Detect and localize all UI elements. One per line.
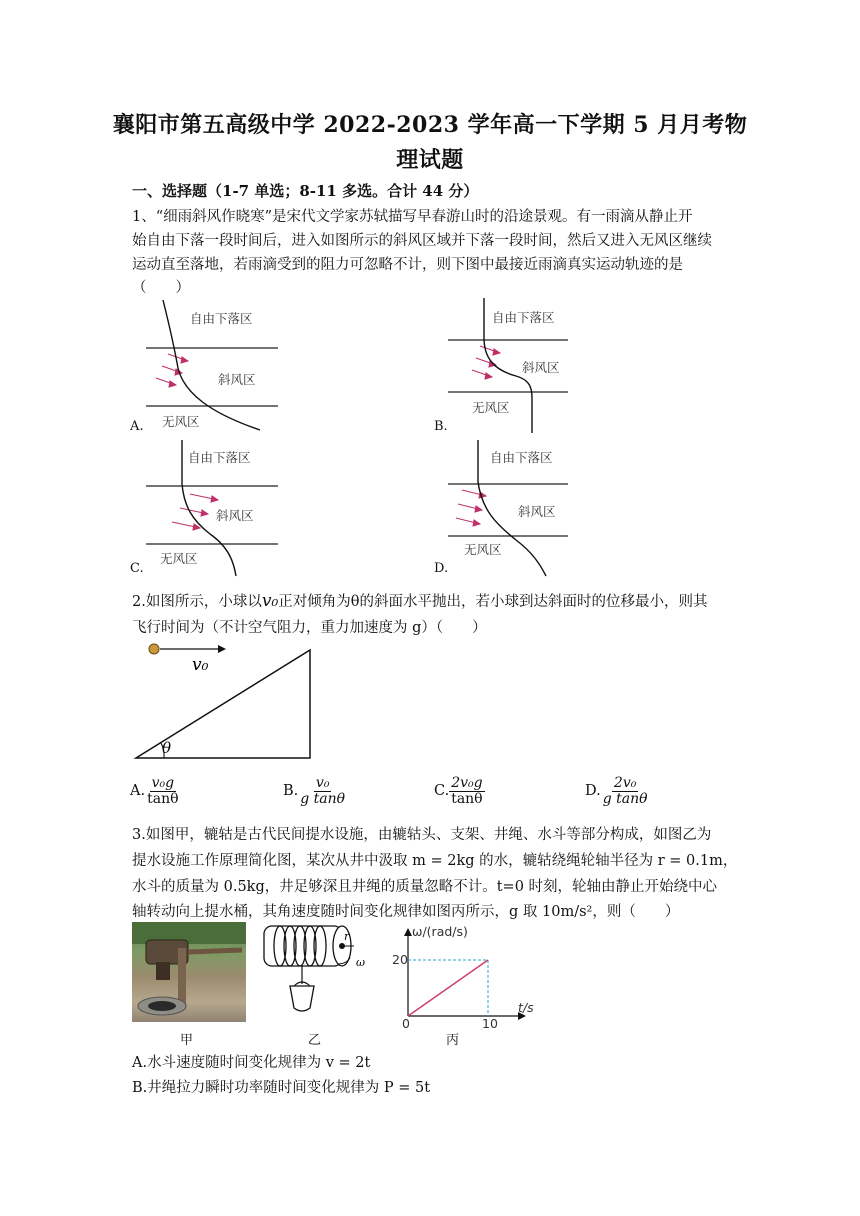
svg-text:无风区: 无风区 (464, 542, 502, 557)
q2-line2: 飞行时间为（不计空气阻力，重力加速度为 g）（ ） (132, 620, 487, 636)
svg-text:自由下落区: 自由下落区 (490, 450, 553, 465)
q2-line1: 2.如图所示，小球以v₀正对倾角为θ的斜面水平抛出，若小球到达斜面时的位移最小，则其 (132, 591, 708, 611)
svg-text:斜风区: 斜风区 (518, 504, 556, 519)
q1-option-c: C. (130, 561, 144, 576)
q2-option-c: C. $\frac{\text{2v₀g}}{\tan\theta}$ (434, 775, 483, 807)
q2-incline-figure (130, 640, 330, 765)
svg-text:斜风区: 斜风区 (522, 360, 560, 375)
q1-option-d: D. (434, 561, 449, 576)
svg-text:自由下落区: 自由下落区 (492, 310, 555, 325)
v0-symbol: v₀ (261, 591, 279, 611)
page-title-line1: 襄阳市第五高级中学 2022-2023 学年高一下学期 5 月月考物 (112, 112, 748, 138)
q3-line2: 提水设施工作原理简化图，某次从井中汲取 m = 2kg 的水，辘轱绕绳轮轴半径为 r = 0.1m， (132, 853, 738, 869)
q1-paren: （ ） (132, 280, 190, 296)
svg-text:20: 20 (392, 952, 408, 967)
q1-figure-c (130, 440, 290, 578)
zone-calm-label: 无风区 (162, 414, 200, 429)
q3-line4: 轴转动向上提水桶，其角速度随时间变化规律如图丙所示，g 取 10m/s²，则（ ） (132, 904, 680, 920)
q2-option-b: B. $\frac{\text{v₀}}{\text{g tanθ}}$ (283, 775, 346, 807)
well-windlass-photo (132, 922, 246, 1022)
svg-text:t/s: t/s (518, 1000, 534, 1015)
q1-figure-b (446, 298, 570, 438)
svg-text:v₀: v₀ (192, 655, 209, 675)
ball-icon (149, 644, 159, 654)
svg-text:斜风区: 斜风区 (216, 508, 254, 523)
zone-free-label: 自由下落区 (190, 311, 253, 326)
q2-option-a: A. $\frac{\text{v₀g}}{\tan\theta}$ (130, 775, 179, 807)
page-title-line2: 理试题 (396, 147, 464, 173)
omega-time-graph (384, 922, 544, 1030)
q1-line3: 运动直至落地，若雨滴受到的阻力可忽略不计，则下图中最接近雨滴真实运动轨迹的是 (132, 257, 683, 273)
caption-bing: 丙 (446, 1033, 460, 1048)
svg-text:10: 10 (482, 1016, 498, 1030)
q3-option-b: B.井绳拉力瞬时功率随时间变化规律为 P = 5t (132, 1080, 431, 1096)
svg-text:0: 0 (402, 1016, 410, 1030)
q2-option-d: D. $\frac{\text{2v₀}}{\text{g tanθ}}$ (585, 775, 648, 807)
zone-wind-label: 斜风区 (218, 372, 256, 387)
q1-figure-a (130, 298, 290, 438)
svg-text:ω: ω (356, 956, 365, 969)
pulley-diagram (258, 922, 370, 1022)
q3-line3: 水斗的质量为 0.5kg，井足够深且井绳的质量忽略不计。t=0 时刻，轮轴由静止开始绕中心 (132, 879, 718, 895)
q1-line2: 始自由下落一段时间后，进入如图所示的斜风区域并下落一段时间，然后又进入无风区继续 (132, 233, 712, 249)
q1-option-b: B. (434, 419, 448, 434)
q3-option-a: A.水斗速度随时间变化规律为 v = 2t (132, 1055, 371, 1071)
caption-yi: 乙 (308, 1033, 322, 1048)
caption-jia: 甲 (180, 1033, 194, 1048)
svg-text:r: r (344, 930, 350, 943)
q1-line1: 1、“细雨斜风作晓寒”是宋代文学家苏轼描写早春游山时的沿途景观。有一雨滴从静止开 (132, 209, 693, 225)
svg-text:θ: θ (162, 739, 172, 757)
svg-text:无风区: 无风区 (472, 400, 510, 415)
q3-line1: 3.如图甲，辘轱是古代民间提水设施，由辘轱头、支架、井绳、水斗等部分构成，如图乙为 (132, 827, 712, 843)
q1-figure-d (446, 440, 570, 578)
q1-option-a: A. (130, 419, 144, 434)
svg-text:自由下落区: 自由下落区 (188, 450, 251, 465)
svg-text:无风区: 无风区 (160, 551, 198, 566)
section-heading: 一、选择题（1-7 单选；8-11 多选。合计 44 分） (132, 182, 479, 200)
svg-text:ω/(rad/s): ω/(rad/s) (412, 924, 468, 939)
